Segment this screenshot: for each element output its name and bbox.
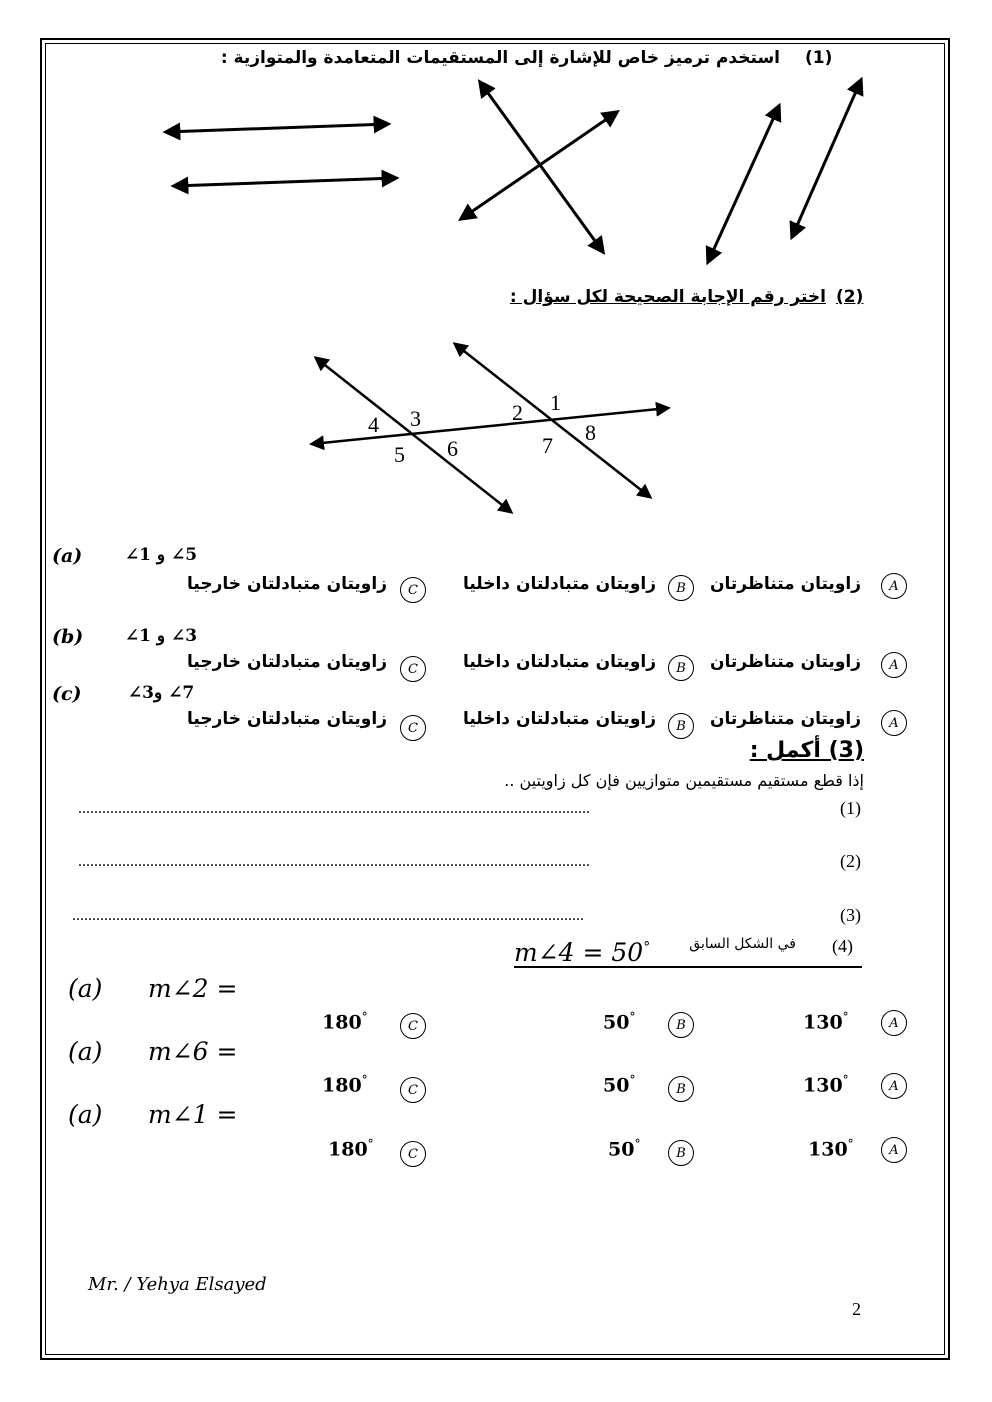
q4-item2-option-a-value: 130 [803, 1074, 843, 1097]
parallel-line-left [316, 358, 511, 512]
q2a-letter: (a) [52, 545, 83, 567]
q4-label: (4) [832, 936, 853, 956]
angle-label-5: 5 [394, 442, 405, 467]
q4-given [514, 938, 650, 967]
slanted-parallel-line-2 [792, 80, 861, 237]
q4-item3-option-a-value: 130 [808, 1138, 848, 1161]
parallel-line-1 [166, 124, 388, 132]
q2b-pair: 3∠ و 1∠ [124, 626, 198, 646]
q3-blank-3-label: (3) [840, 905, 861, 925]
author-signature: Mr. / Yehya Elsayed [88, 1274, 267, 1295]
slanted-parallel-line-1 [708, 106, 779, 262]
q3-intro: إذا قطع مستقيم مستقيمين متوازيين فإن كل زاويتين .. [504, 771, 864, 790]
q3-heading [750, 738, 864, 763]
q2b-option-b[interactable]: زاويتان متبادلتان داخليا [462, 652, 656, 672]
q4-item3-option-c[interactable] [328, 1137, 374, 1160]
q4-item3-expr: m∠1 = [148, 1100, 238, 1129]
angle-label-8: 8 [585, 420, 596, 445]
degree-mark: ° [842, 1010, 849, 1024]
transversal-line [312, 408, 668, 444]
angle-label-1: 1 [550, 390, 561, 415]
q4-item2-letter: (a) [68, 1037, 103, 1066]
q4-item3-option-b-circle[interactable]: B [668, 1140, 694, 1166]
transversal-figure [0, 320, 992, 520]
q3-number: (3) [828, 738, 864, 763]
q4-item1-expr: m∠2 = [148, 974, 238, 1003]
q4-item3-option-c-circle[interactable]: C [400, 1141, 426, 1167]
q4-item1-letter: (a) [68, 974, 103, 1003]
angle-label-4: 4 [368, 412, 379, 437]
degree-mark: ° [361, 1073, 368, 1087]
perpendicular-line-2 [461, 112, 617, 219]
angle-label-6: 6 [447, 436, 458, 461]
q2c-option-a-circle[interactable]: A [881, 710, 907, 736]
q2a-option-b-circle[interactable]: B [668, 575, 694, 601]
angle-label-3: 3 [410, 406, 421, 431]
q2c-pair: 7∠ و3∠ [127, 683, 195, 703]
q4-item1-option-b-circle[interactable]: B [668, 1012, 694, 1038]
q4-item1-option-b[interactable] [603, 1010, 635, 1033]
q4-item1-option-a-circle[interactable]: A [881, 1010, 907, 1036]
angle-label-2: 2 [512, 400, 523, 425]
q3-blank-2-label: (2) [840, 851, 861, 871]
degree-mark: ° [634, 1137, 641, 1151]
q2c-letter: (c) [52, 683, 82, 705]
q2a-option-a-circle[interactable]: A [881, 573, 907, 599]
q2b-option-a[interactable]: زاويتان متناظرتان [710, 652, 861, 672]
q1-instruction: استخدم ترميز خاص للإشارة إلى المستقيمات المتعامدة والمتوازية : [220, 48, 780, 68]
q2c-option-a[interactable]: زاويتان متناظرتان [710, 709, 861, 729]
degree-mark: ° [847, 1137, 854, 1151]
q3-blank-1[interactable]: ................................................................................................................................ [78, 800, 590, 817]
q4-item2-option-b-value: 50 [603, 1074, 630, 1097]
q4-item3-option-a[interactable] [808, 1137, 854, 1160]
q4-item2-option-c-value: 180 [322, 1074, 362, 1097]
q4-given-expr: m∠4 = 50 [514, 938, 644, 967]
degree-mark: ° [367, 1137, 374, 1151]
q4-item1-option-c-value: 180 [322, 1011, 362, 1034]
q2b-letter: (b) [52, 626, 84, 648]
q4-item1-option-a[interactable] [803, 1010, 849, 1033]
degree-mark: ° [629, 1073, 636, 1087]
q3-blank-3[interactable]: ................................................................................................................................ [72, 907, 584, 924]
q2-number: (2) [836, 287, 864, 307]
q4-item2-option-b[interactable] [603, 1073, 635, 1096]
q2b-option-a-circle[interactable]: A [881, 652, 907, 678]
q4-item2-option-c-circle[interactable]: C [400, 1077, 426, 1103]
q3-blank-2[interactable]: ................................................................................................................................ [78, 853, 590, 870]
q2-instruction: اختر رقم الإجابة الصحيحة لكل سؤال : [509, 287, 826, 307]
q3-title: أكمل : [749, 738, 821, 763]
q4-item3-option-b[interactable] [608, 1137, 640, 1160]
parallel-line-2 [174, 178, 396, 186]
degree-mark: ° [629, 1010, 636, 1024]
q4-item2-option-c[interactable] [322, 1073, 368, 1096]
q4-item3-option-b-value: 50 [608, 1138, 635, 1161]
q4-item1-option-c-circle[interactable]: C [400, 1013, 426, 1039]
q1-lines-figure [0, 0, 992, 300]
degree-mark: ° [361, 1010, 368, 1024]
q4-given-underline [514, 966, 862, 968]
q4-item2-option-b-circle[interactable]: B [668, 1076, 694, 1102]
q2b-option-b-circle[interactable]: B [668, 655, 694, 681]
page-number: 2 [852, 1299, 861, 1319]
parallel-line-right [455, 344, 650, 497]
q2c-option-b-circle[interactable]: B [668, 713, 694, 739]
q3-blank-1-label: (1) [840, 798, 861, 818]
q4-item3-option-c-value: 180 [328, 1138, 368, 1161]
q2a-pair: 5∠ و 1∠ [124, 545, 198, 565]
angle-label-7: 7 [542, 433, 553, 458]
q2a-option-a[interactable]: زاويتان متناظرتان [710, 574, 861, 594]
q2c-option-c[interactable]: زاويتان متبادلتان خارجيا [187, 709, 387, 729]
q4-item2-expr: m∠6 = [148, 1037, 238, 1066]
q4-given-degree: ° [643, 939, 651, 956]
q2a-option-b[interactable]: زاويتان متبادلتان داخليا [462, 574, 656, 594]
q4-prefix: في الشكل السابق [689, 936, 796, 952]
q2c-option-c-circle[interactable]: C [400, 715, 426, 741]
q2b-option-c-circle[interactable]: C [400, 656, 426, 682]
q2b-option-c[interactable]: زاويتان متبادلتان خارجيا [187, 652, 387, 672]
degree-mark: ° [842, 1073, 849, 1087]
perpendicular-line-1 [480, 82, 603, 252]
q2c-option-b[interactable]: زاويتان متبادلتان داخليا [462, 709, 656, 729]
q2a-option-c-circle[interactable]: C [400, 577, 426, 603]
q4-item2-option-a[interactable] [803, 1073, 849, 1096]
q4-item2-option-a-circle[interactable]: A [881, 1073, 907, 1099]
q2a-option-c[interactable]: زاويتان متبادلتان خارجيا [187, 574, 387, 594]
q4-item1-option-a-value: 130 [803, 1011, 843, 1034]
q4-item1-option-c[interactable] [322, 1010, 368, 1033]
q4-item3-letter: (a) [68, 1100, 103, 1129]
q1-number: (1) [805, 48, 833, 68]
q4-item3-option-a-circle[interactable]: A [881, 1137, 907, 1163]
q4-item1-option-b-value: 50 [603, 1011, 630, 1034]
